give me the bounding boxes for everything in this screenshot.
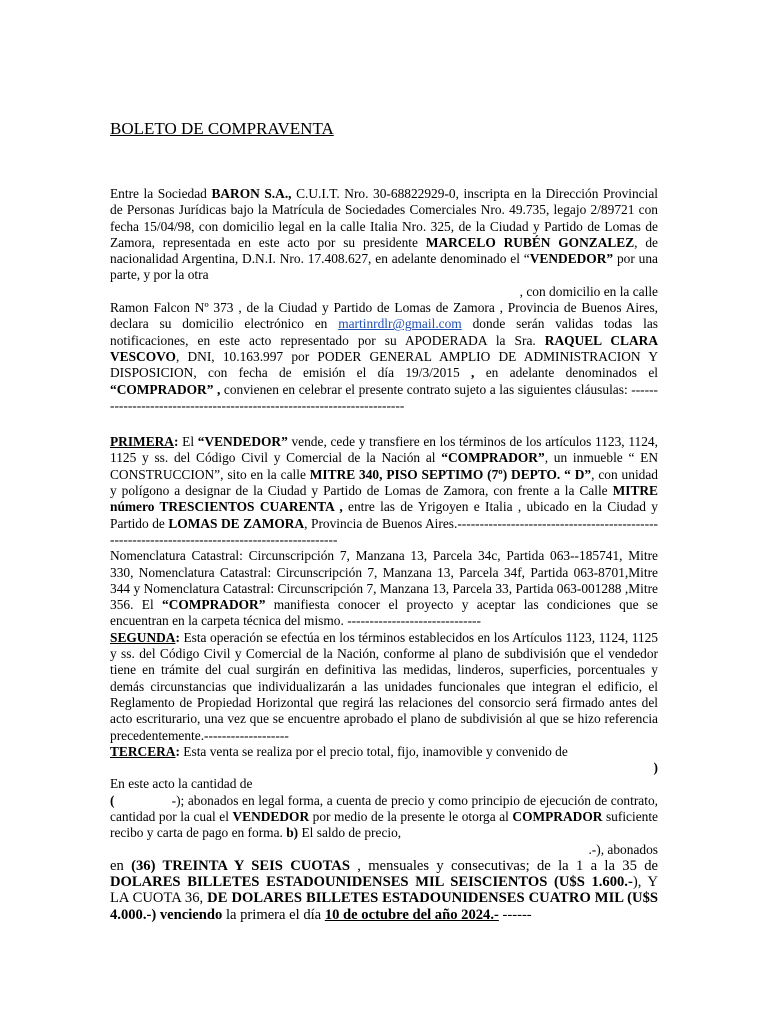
apoderada-name: RAQUEL CLARA VESCOVO <box>110 332 658 364</box>
tercera-payment: ( -); abonados en legal forma, a cuenta de precio y como principio de ejecución de contrato, cantidad por la cual el VENDEDOR por medio de la presente le otorga al COMPRADOR suficiente recibo y carta de pago en forma. b) El saldo de precio, <box>110 792 662 841</box>
clause-label: TERCERA <box>110 743 176 759</box>
due-date: 10 de octubre del año 2024.- <box>324 906 499 923</box>
clause-label: PRIMERA <box>110 434 174 450</box>
clause-primera: PRIMERA: El “VENDEDOR” vende, cede y transfiere en los términos de los artículos 1123, 1124, 1125 y ss. del Código Civil y Comercial de la Nación al “COMPRADOR”, un inmueble “ EN CONSTRUCCION”, sito en la calle MITRE 340, PISO SEPTIMO (7º) DEPTO. “ D”, con unidad y polígono a designar de la Ciudad y Partido de Lomas de Zamora, con frente a la Calle MITRE número TRESCIENTOS CUARENTA , entre las de Yrigoyen e Italia , ubicado en la Ciudad y Partido de LOMAS DE ZAMORA, Provincia de Buenos Aires.------------------------------------------------------------------------------------------------ <box>110 434 658 547</box>
tercera-cuotas: en (36) TREINTA Y SEIS CUOTAS , mensuales y consecutivas; de la 1 a la 35 de DOLARES BILLETES ESTADOUNIDENSES MIL SEISCIENTOS (U$S 1.600.-), Y LA CUOTA 36, DE DOLARES BILLETES ESTADOUNIDENSES CUATRO MIL (U$S 4.000.-) venciendo la primera el día 10 de octubre del año 2024.- ------ <box>110 857 658 923</box>
property-address: MITRE 340, PISO SEPTIMO (7º) DEPTO. “ D” <box>309 466 592 482</box>
president-name: MARCELO RUBÉN GONZALEZ <box>425 234 635 250</box>
document-body: Entre la Sociedad BARON S.A., C.U.I.T. Nro. 30-68822929-0, inscripta en la Dirección Provincial de Personas Jurídicas bajo la Matrícula de Sociedades Comerciales Nro. 49.735, legajo 2/89721 con fecha 15/04/98, con domicilio legal en la calle Italia Nro. 325, de la Ciudad y Partido de Lomas de Zamora, representada en este acto por su presidente MARCELO RUBÉN GONZALEZ, de nacionalidad Argentina, D.N.I. Nro. 17.408.627, en adelante denominado el “VENDEDOR” por una parte, y por la otra , con domicilio en la calle Ramon Falcon Nº 373 , de la Ciudad y Partido de Lomas de Zamora , Provincia de Buenos Aires, declara su domicilio electrónico en martinrdlr@gmail.com donde serán validas todas las notificaciones, en este acto representado por su APODERADA la Sra. RAQUEL CLARA VESCOVO, DNI, 10.163.997 por PODER GENERAL AMPLIO DE ADMINISTRACION Y DISPOSICION, con fecha de emisión el día 19/3/2015 , en adelante denominados el “COMPRADOR” , convienen en celebrar el presente contrato sujeto a las siguientes cláusulas: ------------------------------------------------------------------------ PRIMERA: El “VENDEDOR” vende, cede y transfiere en los términos de los artículos 1123, 1124, 1125 y ss. del Código Civil y Comercial de la Nación al “COMPRADOR”, un inmueble “ EN CONSTRUCCION”, sito en la calle MITRE 340, PISO SEPTIMO (7º) DEPTO. “ D”, con unidad y polígono a designar de la Ciudad y Partido de Lomas de Zamora, con frente a la Calle MITRE número TRESCIENTOS CUARENTA , entre las de Yrigoyen e Italia , ubicado en la Ciudad y Partido de LOMAS DE ZAMORA, Provincia de Buenos Aires.------------------------------------------------------------------------------------------------ Nomenclatura Catastral: Circunscripción 7, Manzana 13, Parcela 34c, Partida 063--185741, Mitre 330, Nomenclatura Catastral: Circunscripción 7, Manzana 13, Parcela 34f, Partida 063-8701,Mitre 344 y Nomenclatura Catastral: Circunscripción 7, Manzana 13, Parcela 33, Partida 063-001288 ,Mitre 356. El “COMPRADOR” manifiesta conocer el proyecto y aceptar las condiciones que se encuentran en la carpeta técnica del mismo. ------------------------------ SEGUNDA: Esta operación se efectúa en los términos establecidos en los Artículos 1123, 1124, 1125 y ss. del Código Civil y Comercial de la Nación, conforme al plano de subdivisión que el vendedor tiene en trámite del cual surgirán en definitiva las medidas, linderos, superficies, porcentuales y demás circunstancias que individualizarán a las unidades funcionales que integran el edificio, el Reglamento de Propiedad Horizontal que regirá las relaciones del consorcio será firmado antes del acto escriturario, una vez que se encuentre aprobado el plano de subdivisión al que se hizo referencia precedentemente.------------------- TERCERA: Esta venta se realiza por el precio total, fijo, inamovible y convenido de ) En este acto la cantidad de ( -); abonados en legal forma, a cuenta de precio y como principio de ejecución de contrato, cantidad por la cual el VENDEDOR por medio de la presente le otorga al COMPRADOR suficiente recibo y carta de pago en forma. b) El saldo de precio, .-), abonados en (36) TREINTA Y SEIS CUOTAS , mensuales y consecutivas; de la 1 a la 35 de DOLARES BILLETES ESTADOUNIDENSES MIL SEISCIENTOS (U$S 1.600.-), Y LA CUOTA 36, DE DOLARES BILLETES ESTADOUNIDENSES CUATRO MIL (U$S 4.000.-) venciendo la primera el día 10 de octubre del año 2024.- ------ <box>110 186 662 923</box>
intro-paragraph: Entre la Sociedad BARON S.A., C.U.I.T. Nro. 30-68822929-0, inscripta en la Dirección Provincial de Personas Jurídicas bajo la Matrícula de Sociedades Comerciales Nro. 49.735, legajo 2/89721 con fecha 15/04/98, con domicilio legal en la calle Italia Nro. 325, de la Ciudad y Partido de Lomas de Zamora, representada en este acto por su presidente MARCELO RUBÉN GONZALEZ, de nacionalidad Argentina, D.N.I. Nro. 17.408.627, en adelante denominado el “VENDEDOR” por una parte, y por la otra <box>110 186 658 283</box>
document-title: BOLETO DE COMPRAVENTA <box>110 119 334 138</box>
intro-line-2: , con domicilio en la calle <box>519 283 658 299</box>
intro-paragraph-cont: Ramon Falcon Nº 373 , de la Ciudad y Partido de Lomas de Zamora , Provincia de Buenos Aires, declara su domicilio electrónico en martinrdlr@gmail.com donde serán validas todas las notificaciones, en este acto representado por su APODERADA la Sra. RAQUEL CLARA VESCOVO, DNI, 10.163.997 por PODER GENERAL AMPLIO DE ADMINISTRACION Y DISPOSICION, con fecha de emisión el día 19/3/2015 , en adelante denominados el “COMPRADOR” , convienen en celebrar el presente contrato sujeto a las siguientes cláusulas: ------------------------------------------------------------------------ <box>110 300 658 413</box>
clause-segunda: SEGUNDA: Esta operación se efectúa en los términos establecidos en los Artículos 1123, 1124, 1125 y ss. del Código Civil y Comercial de la Nación, conforme al plano de subdivisión que el vendedor tiene en trámite del cual surgirán en definitiva las medidas, linderos, superficies, porcentuales y demás circunstancias que individualizarán a las unidades funcionales que integran el edificio, el Reglamento de Propiedad Horizontal que regirá las relaciones del consorcio será firmado antes del acto escriturario, una vez que se encuentre aprobado el plano de subdivisión al que se hizo referencia precedentemente.------------------- <box>110 629 658 743</box>
email-link[interactable]: martinrdlr@gmail.com <box>338 316 462 332</box>
company-name: BARON S.A., <box>211 186 292 201</box>
nomenclatura-paragraph: Nomenclatura Catastral: Circunscripción 7, Manzana 13, Parcela 34c, Partida 063--185741, Mitre 330, Nomenclatura Catastral: Circunscripción 7, Manzana 13, Parcela 34f, Partida 063-8701,Mitre 344 y Nomenclatura Catastral: Circunscripción 7, Manzana 13, Parcela 33, Partida 063-001288 ,Mitre 356. El “COMPRADOR” manifiesta conocer el proyecto y aceptar las condiciones que se encuentran en la carpeta técnica del mismo. ------------------------------ <box>110 548 658 629</box>
clause-tercera: TERCERA: Esta venta se realiza por el precio total, fijo, inamovible y convenido de <box>110 743 568 759</box>
clause-label: SEGUNDA <box>110 629 176 645</box>
